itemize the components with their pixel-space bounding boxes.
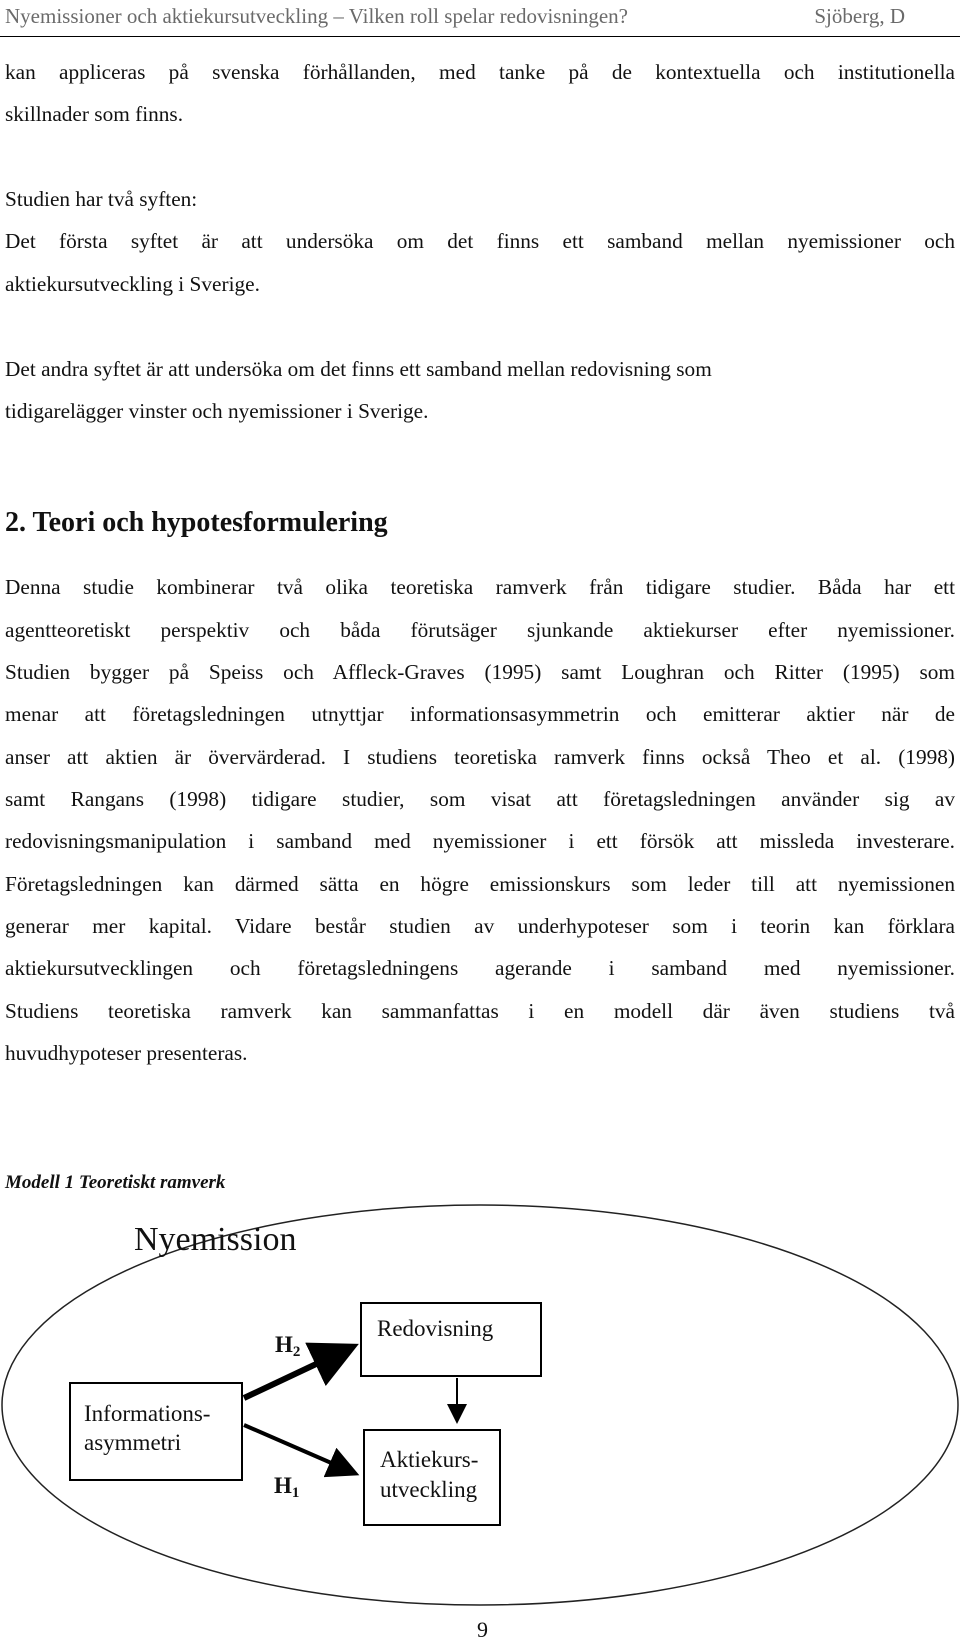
header-author: Sjöberg, D [814, 4, 905, 28]
paragraph-line: Studien har två syften: [5, 187, 198, 211]
body-line: agentteoretiskt perspektiv och båda förutsäger sjunkande aktiekurser efter nyemissioner. [5, 618, 955, 642]
paragraph-line: kan appliceras på svenska förhållanden, med tanke på de kontextuella och institutionella [5, 60, 955, 84]
paragraph-line: Det första syftet är att undersöka om det finns ett samband mellan nyemissioner och [5, 229, 955, 253]
box-informationsasymmetri-line1: Informations- [84, 1401, 211, 1426]
box-aktiekursutveckling-line2: utveckling [380, 1477, 478, 1502]
body-line: Företagsledningen kan därmed sätta en högre emissionskurs som leder till att nyemissionen [5, 872, 955, 896]
body-line: Studien bygger på Speiss och Affleck-Graves (1995) samt Loughran och Ritter (1995) som [5, 660, 955, 684]
body-line: redovisningsmanipulation i samband med nyemissioner i ett försök att missleda investerare. [5, 829, 955, 853]
page-number: 9 [477, 1617, 488, 1642]
figure-caption: Modell 1 Teoretiskt ramverk [5, 1172, 226, 1193]
model-title: Nyemission [134, 1221, 297, 1258]
body-line: huvudhypoteser presenteras. [5, 1041, 248, 1065]
paragraph-line: tidigarelägger vinster och nyemissioner i Sverige. [5, 399, 429, 423]
body-line: samt Rangans (1998) tidigare studier, som visat att företagsledningen använder sig av [5, 787, 955, 811]
h1-label: H1 [274, 1473, 300, 1501]
box-informationsasymmetri-line2: asymmetri [84, 1430, 182, 1455]
box-aktiekursutveckling-line1: Aktiekurs- [380, 1447, 479, 1472]
arrow-h1 [244, 1425, 352, 1472]
body-line: menar att företagsledningen utnyttjar informationsasymmetrin och emitterar aktier när de [5, 702, 955, 726]
body-line: generar mer kapital. Vidare består studien av underhypoteser som i teorin kan förklara [5, 914, 955, 938]
paragraph-line: aktiekursutveckling i Sverige. [5, 272, 260, 296]
body-line: anser att aktien är övervärderad. I studiens teoretiska ramverk finns också Theo et al. (1998) [5, 745, 955, 769]
paragraph-line: Det andra syftet är att undersöka om det finns ett samband mellan redovisning som [5, 357, 712, 381]
running-header [0, 0, 960, 37]
box-redovisning-label: Redovisning [377, 1316, 494, 1341]
body-line: Denna studie kombinerar två olika teoretiska ramverk från tidigare studier. Båda har ett [5, 575, 955, 599]
framework-diagram [0, 1200, 960, 1620]
section-heading: 2. Teori och hypotesformulering [5, 507, 388, 538]
body-line: aktiekursutvecklingen och företagsledningens agerande i samband med nyemissioner. [5, 956, 955, 980]
paragraph-line: skillnader som finns. [5, 102, 184, 126]
header-title: Nyemissioner och aktiekursutveckling – Vilken roll spelar redovisningen? [5, 4, 628, 28]
body-line: Studiens teoretiska ramverk kan sammanfattas i en modell där även studiens två [5, 999, 955, 1023]
h2-label: H2 [275, 1332, 301, 1360]
